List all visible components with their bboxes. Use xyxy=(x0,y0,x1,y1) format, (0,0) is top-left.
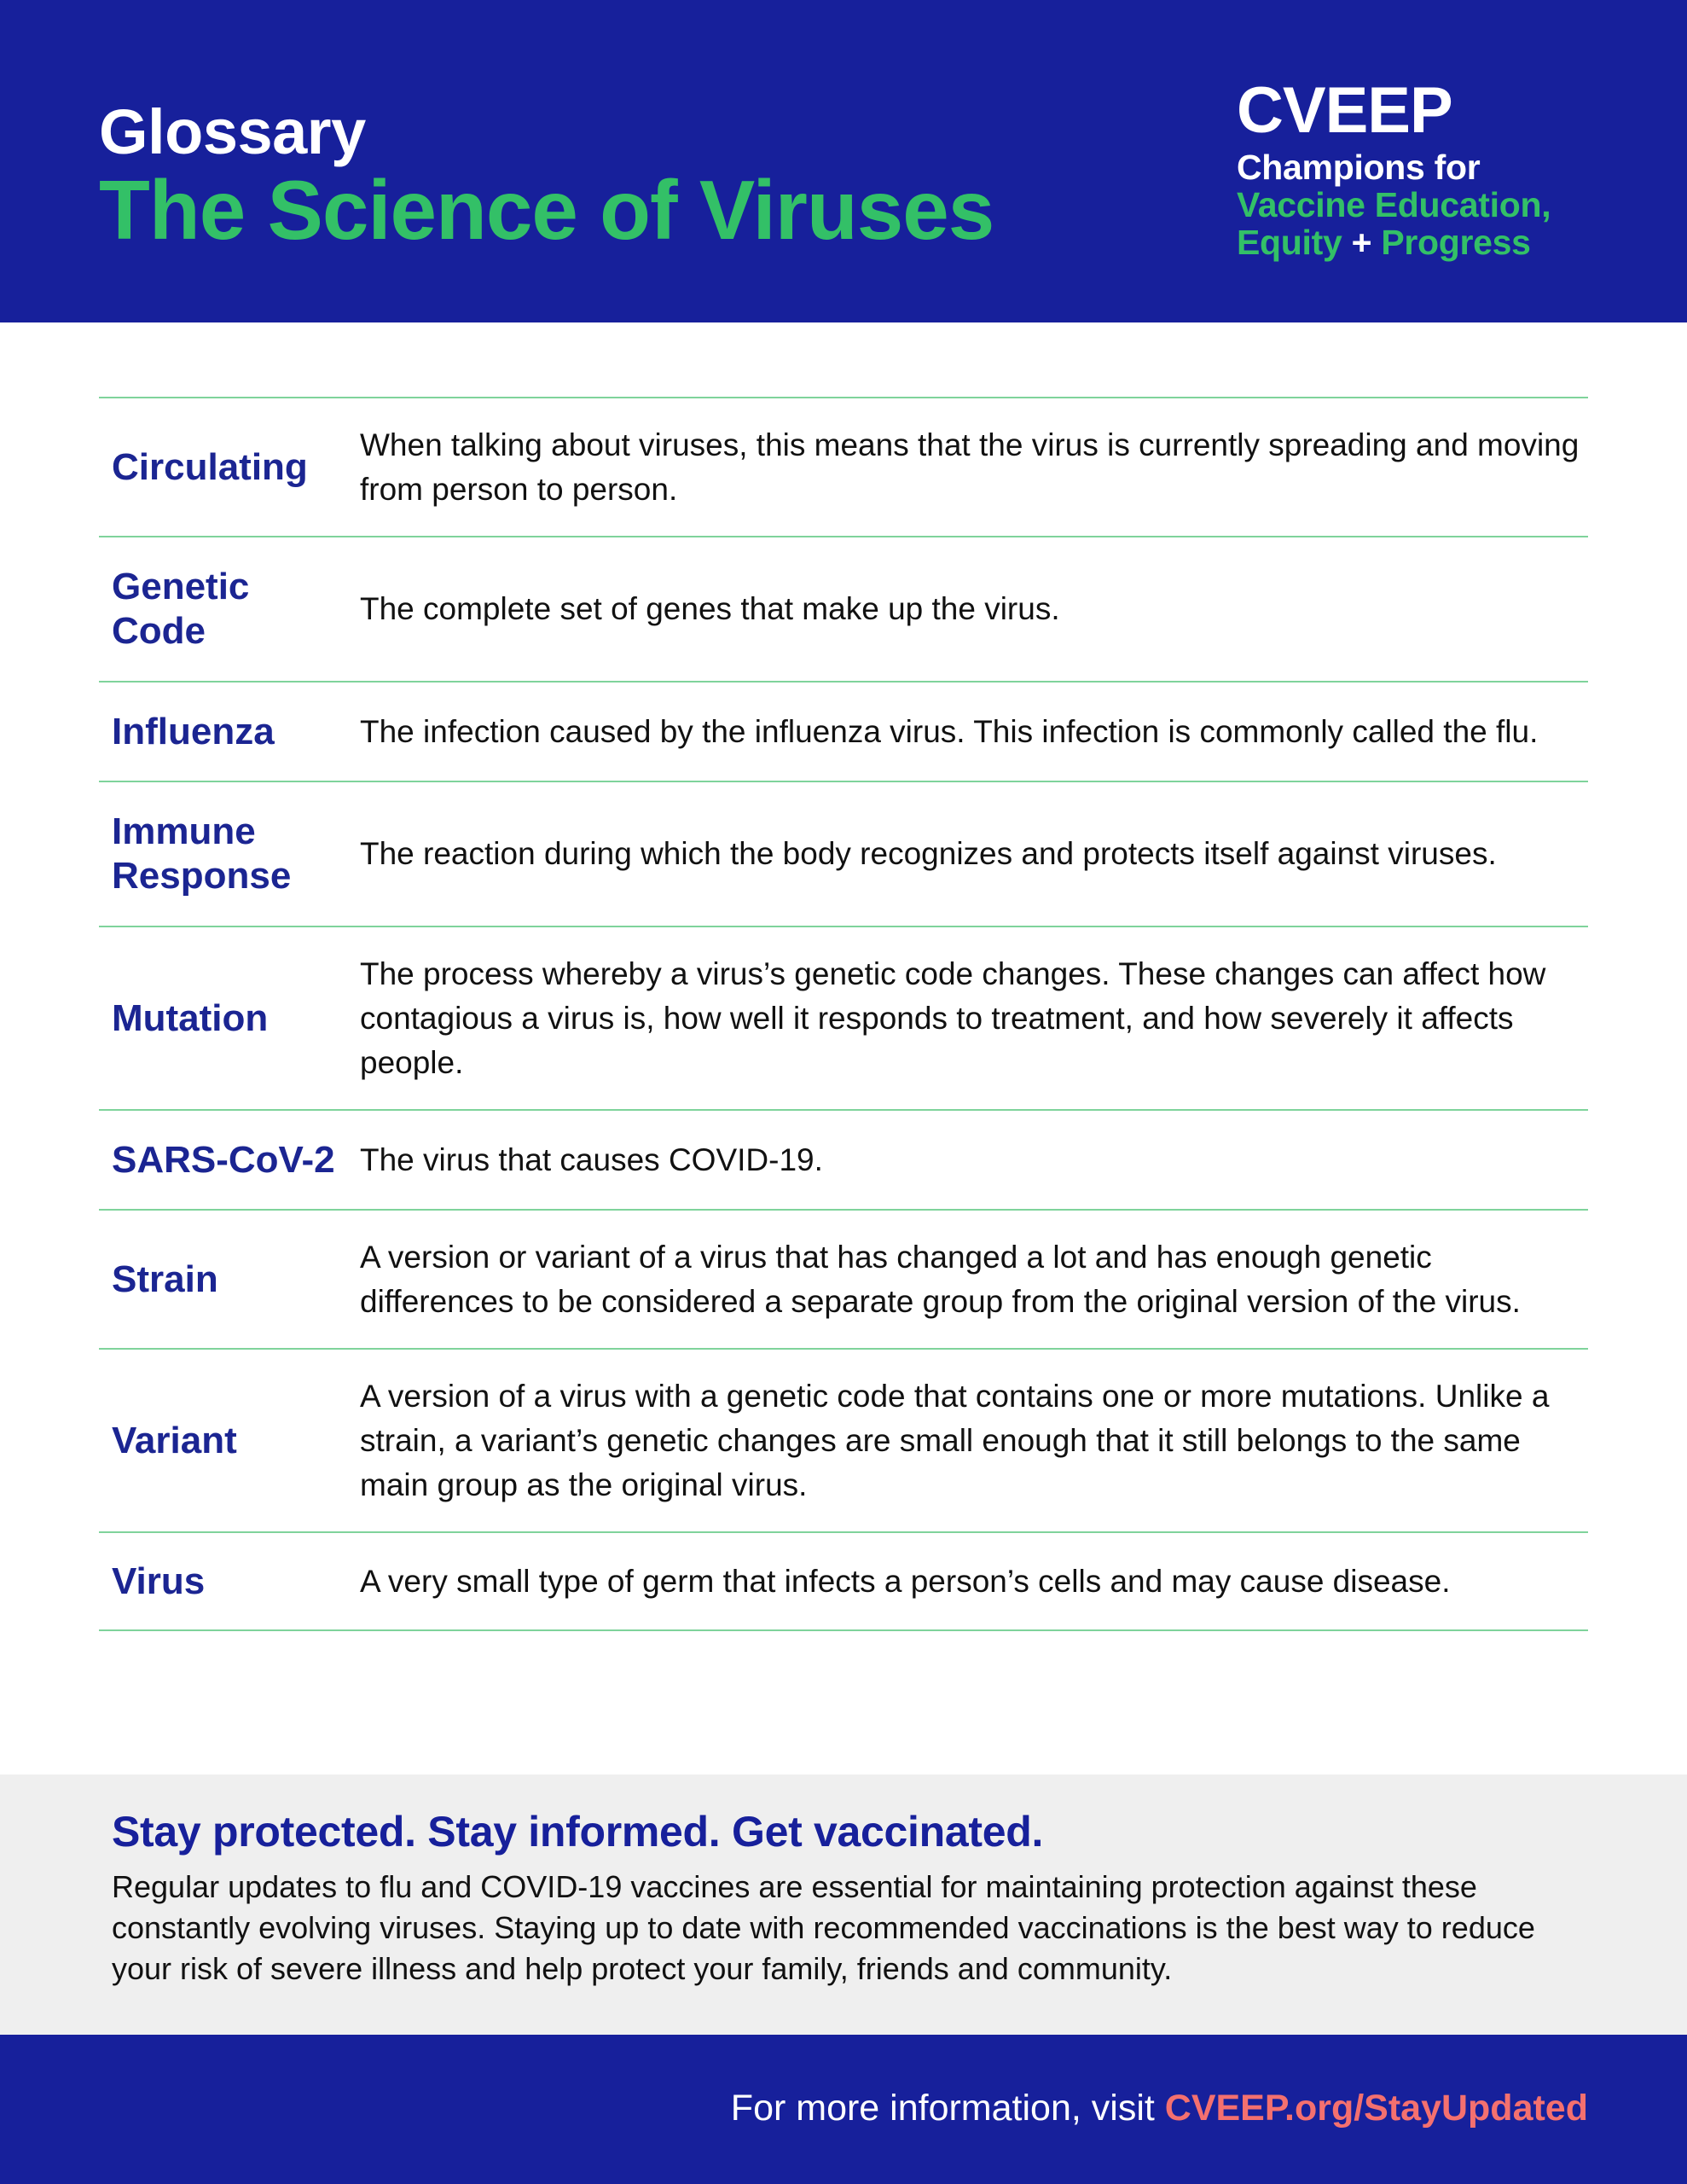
page-kicker: Glossary xyxy=(99,96,366,167)
glossary-term: Variant xyxy=(112,1419,237,1461)
glossary-row xyxy=(99,926,1588,1109)
header-banner xyxy=(0,0,1687,322)
cveep-logo xyxy=(1237,74,1612,262)
callout-box xyxy=(0,1774,1687,2035)
glossary-row xyxy=(99,681,1588,781)
glossary-definition: The process whereby a virus’s genetic code changes. These changes can affect how contagious a virus is, how well it responds to treatment, and how severely it affects people. xyxy=(360,956,1546,1080)
glossary-term: Strain xyxy=(112,1258,218,1300)
glossary-row xyxy=(99,397,1588,536)
glossary-definition: A very small type of germ that infects a person’s cells and may cause disease. xyxy=(360,1563,1451,1599)
glossary-definition: The infection caused by the influenza virus. This infection is commonly called the flu. xyxy=(360,713,1539,749)
glossary-term: Influenza xyxy=(112,710,275,752)
glossary-definition: The reaction during which the body recognizes and protects itself against viruses. xyxy=(360,836,1497,871)
footer-link[interactable]: CVEEP.org/StayUpdated xyxy=(1164,2088,1588,2129)
glossary-term: Mutation xyxy=(112,996,269,1039)
logo-line-1: Champions for xyxy=(1237,148,1481,187)
glossary-table xyxy=(99,397,1588,1631)
glossary-definition: A version or variant of a virus that has changed a lot and has enough genetic differences to be considered a separate group from the original version of the virus. xyxy=(360,1239,1521,1319)
callout-body: Regular updates to flu and COVID-19 vaccines are essential for maintaining protection against these constantly evolving viruses. Staying up to date with recommended vaccinations is the best way to reduce your risk of severe illness and help protect your family, friends and community. xyxy=(112,1869,1535,1986)
callout-heading: Stay protected. Stay informed. Get vaccinated. xyxy=(112,1808,1044,1856)
page-title: The Science of Viruses xyxy=(99,163,994,257)
logo-line-3-a: Equity xyxy=(1237,223,1342,262)
glossary-row xyxy=(99,1531,1588,1631)
glossary-definition: The virus that causes COVID-19. xyxy=(360,1141,823,1177)
glossary-definition: The complete set of genes that make up the virus. xyxy=(360,591,1060,626)
glossary-row xyxy=(99,1109,1588,1209)
footer-prefix: For more information, visit xyxy=(730,2088,1165,2129)
glossary-row xyxy=(99,1348,1588,1531)
logo-line-2: Vaccine Education, xyxy=(1237,185,1551,224)
glossary-term: Virus xyxy=(112,1560,206,1602)
footer-banner xyxy=(0,2035,1687,2184)
glossary-term: Genetic Code xyxy=(112,566,250,652)
glossary-definition: When talking about viruses, this means that the virus is currently spreading and moving from person to person. xyxy=(360,427,1580,507)
glossary-row xyxy=(99,781,1588,926)
logo-line-3-b: Progress xyxy=(1381,223,1531,262)
logo-line-3 xyxy=(1237,224,1612,261)
glossary-term: Immune Response xyxy=(112,810,292,897)
footer-info xyxy=(731,2088,1588,2129)
logo-mark: CVEEP xyxy=(1237,74,1452,147)
glossary-row xyxy=(99,536,1588,681)
glossary-row xyxy=(99,1209,1588,1348)
glossary-term: SARS-CoV-2 xyxy=(112,1138,335,1181)
glossary-definition: A version of a virus with a genetic code that contains one or more mutations. Unlike a strain, a variant’s genetic changes are small enough that it still belongs to the same main group as the original virus. xyxy=(360,1378,1550,1502)
glossary-term: Circulating xyxy=(112,445,308,488)
logo-plus: + xyxy=(1351,223,1372,262)
